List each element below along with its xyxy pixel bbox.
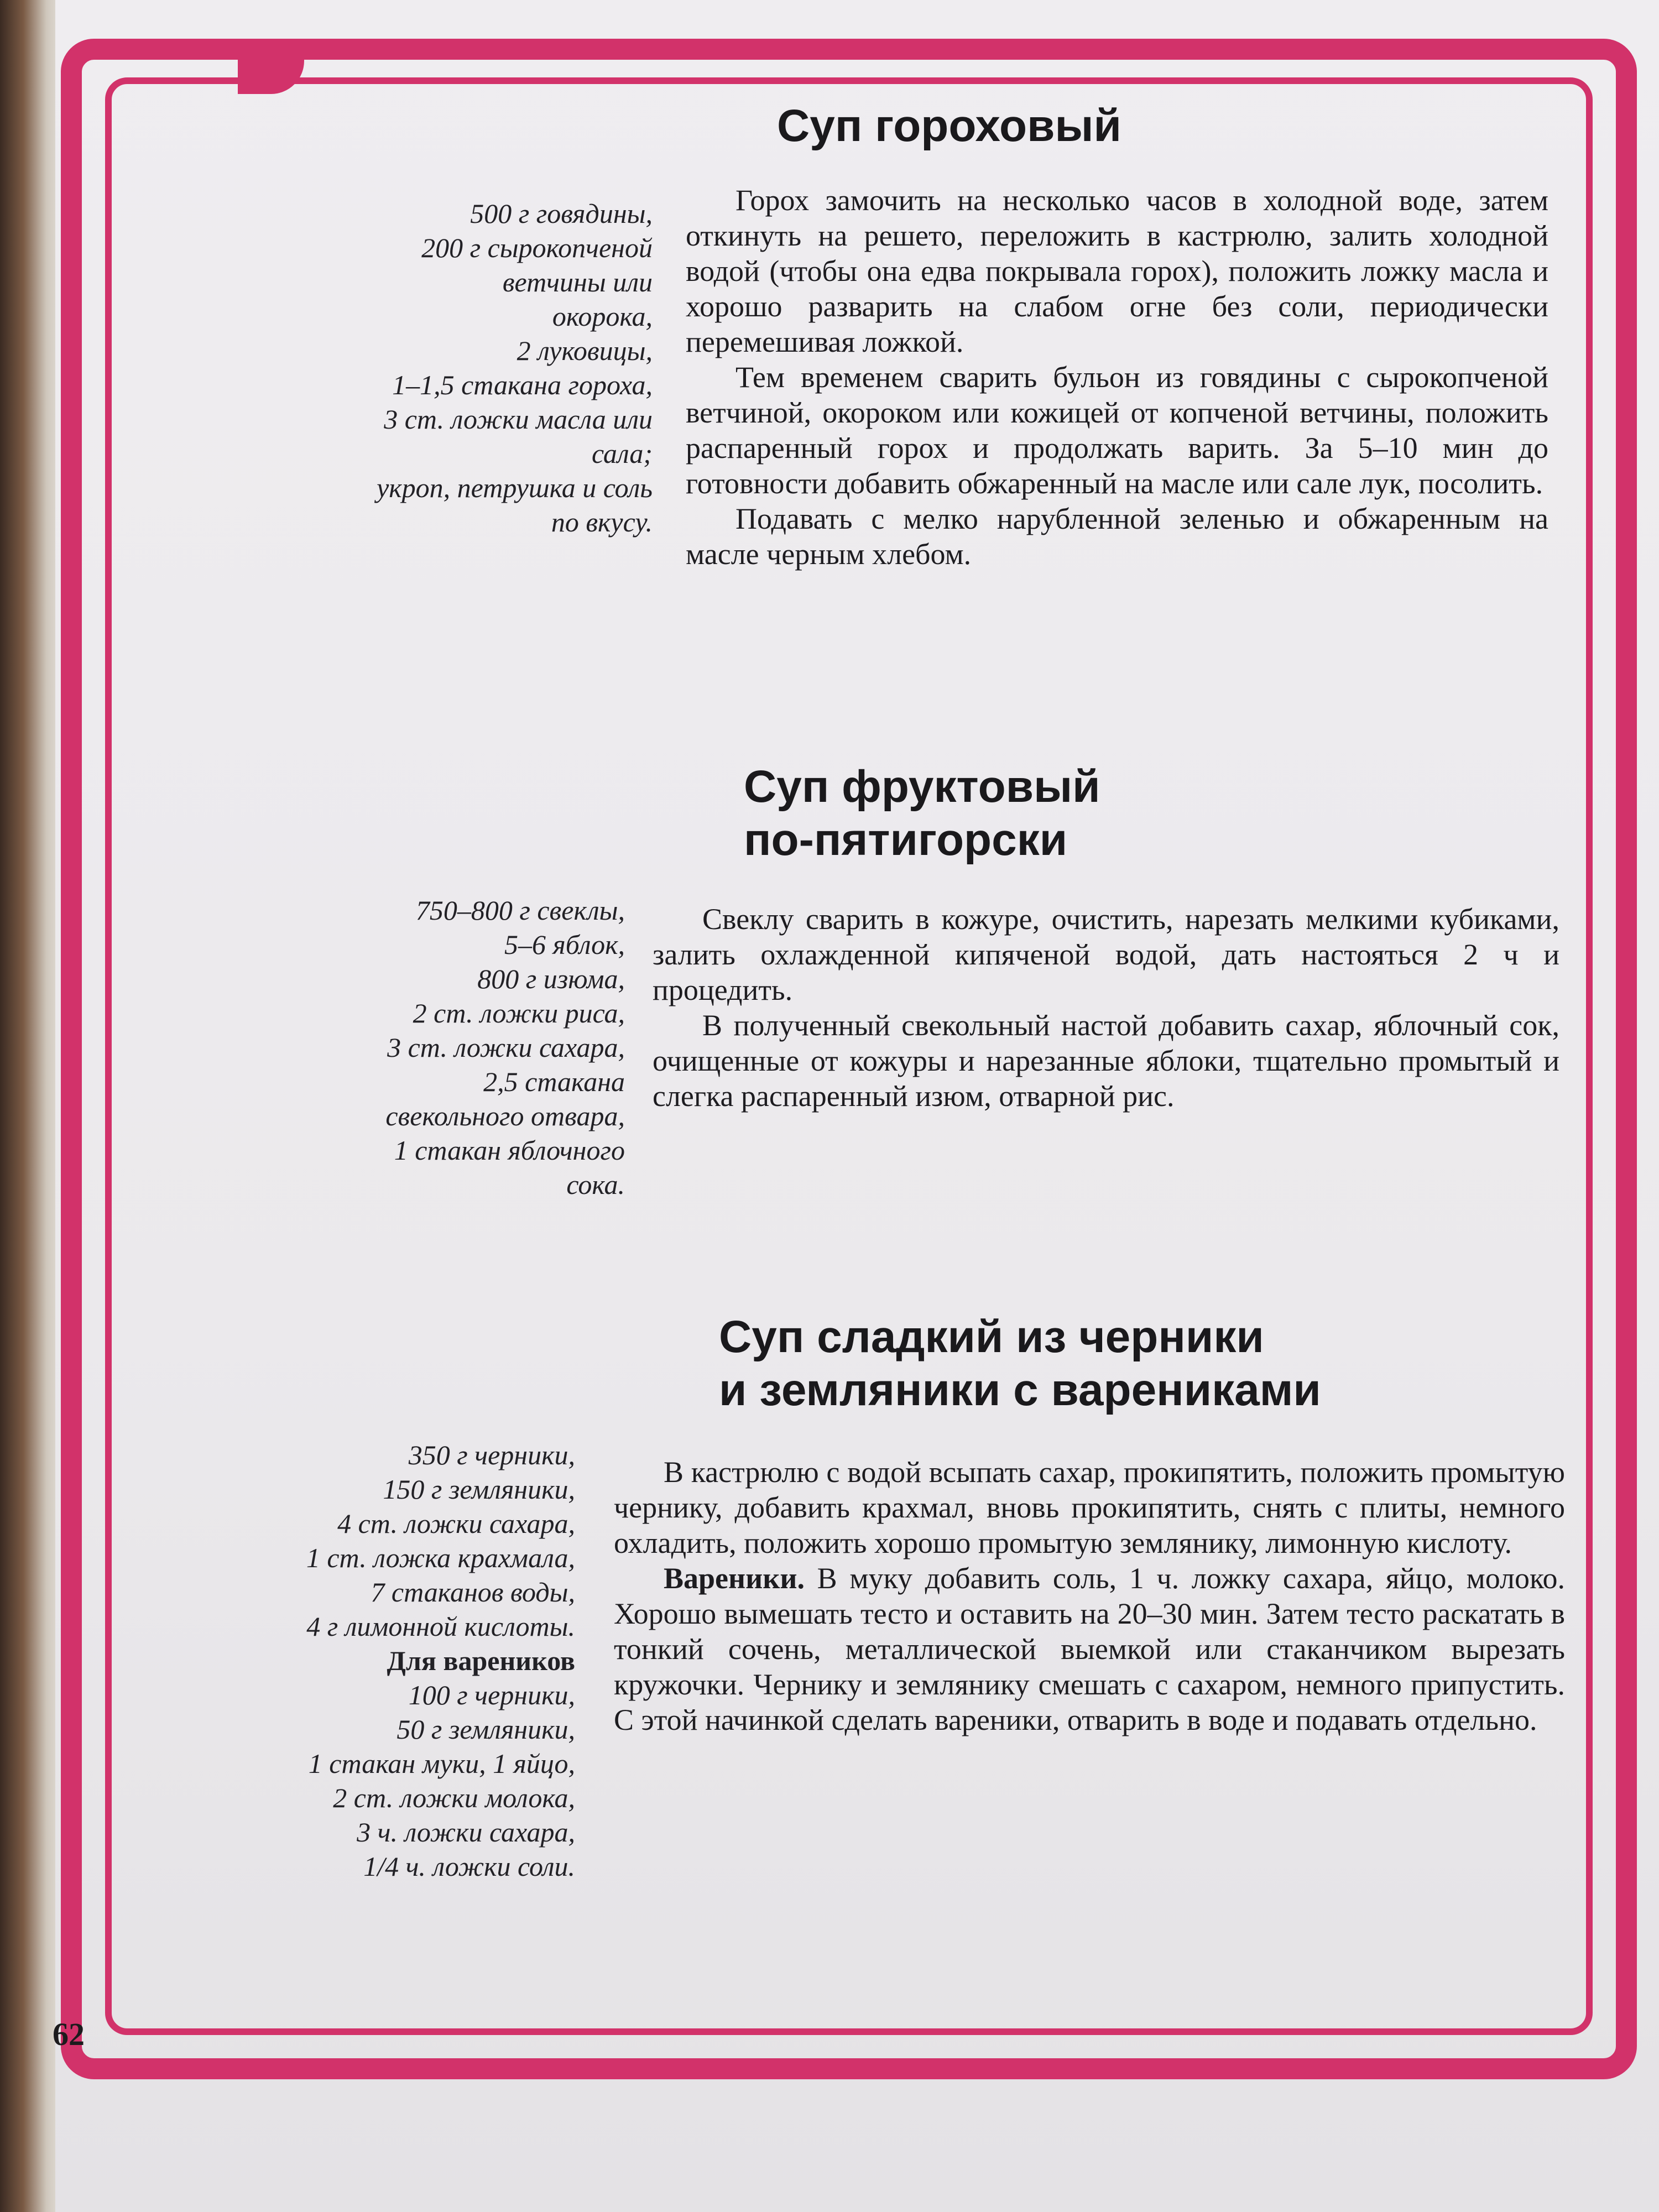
ingredient-line: 2 луковицы,	[517, 335, 653, 366]
ingredient-line: 7 стаканов воды,	[371, 1577, 575, 1608]
ingredient-line: 100 г черники,	[408, 1679, 575, 1710]
title-line: Суп гороховый	[777, 101, 1121, 151]
method-paragraph: Горох замочить на несколько часов в холодной воде, затем откинуть на решето, переложить в кастрюлю, залить холодной водой (чтобы она едва покрывала горох), положить ложку масла и хорошо разварить на слабом огне без соли, периодически перемешивая ложкой.	[686, 184, 1548, 358]
ingredient-line: свекольного отвара,	[385, 1100, 625, 1131]
ingredient-line: 200 г сырокопченой	[421, 232, 653, 263]
method-paragraph: Подавать с мелко нарубленной зеленью и обжаренным на масле черным хлебом.	[686, 502, 1548, 571]
ingredient-line: 350 г черники,	[408, 1439, 575, 1470]
ingredient-line: 4 г лимонной кислоты.	[306, 1611, 575, 1642]
recipe-title-berry-soup	[719, 1311, 1321, 1417]
ingredient-line: укроп, петрушка и соль	[377, 472, 653, 503]
ingredient-line: 1/4 ч. ложки соли.	[363, 1851, 575, 1882]
ingredient-line: 1 ст. ложка крахмала,	[306, 1542, 575, 1573]
method-paragraph: Тем временем сварить бульон из говядины с сырокопченой ветчиной, окороком или кожицей от копченой ветчины, положить распаренный горох и продолжать варить. За 5–10 мин до готовности добавить обжаренный на масле или сале лук, посолить.	[686, 361, 1548, 500]
method-paragraph: Свеклу сварить в кожуре, очистить, нарезать мелкими кубиками, залить охлажденной кипяченой водой, дать настояться 2 ч и процедить.	[653, 902, 1559, 1006]
title-line: и земляники с варениками	[719, 1365, 1321, 1415]
method-pea-soup	[686, 182, 1548, 572]
ingredient-line: 5–6 яблок,	[504, 929, 625, 960]
method-paragraph-vareniki	[614, 1561, 1565, 1738]
vareniki-lead: Вареники.	[664, 1562, 805, 1595]
ingredient-line: 750–800 г свеклы,	[415, 895, 625, 926]
page-number: 62	[53, 2016, 85, 2052]
ingredient-line: 3 ст. ложки сахара,	[387, 1032, 625, 1063]
recipe-title-fruit-soup	[744, 760, 1100, 867]
title-line: Суп сладкий из черники	[719, 1312, 1264, 1362]
recipe-title-pea-soup	[777, 100, 1121, 153]
vareniki-text: В муку добавить соль, 1 ч. ложку сахара, яйцо, молоко. Хорошо вымешать тесто и оставить на 20–30 мин. Затем тесто раскатать в тонкий сочень, металлической выемкой или стаканчиком вырезать кружочки. Чернику и землянику смешать с сахаром, немного припустить. С этой начинкой сделать вареники, отварить в воде и подавать отдельно.	[614, 1562, 1565, 1736]
ingredient-line: 500 г говядины,	[470, 198, 653, 229]
ingredient-line: 1–1,5 стакана гороха,	[392, 369, 653, 400]
ingredient-line: 1 стакан муки, 1 яйцо,	[308, 1748, 575, 1779]
ingredient-line: 800 г изюма,	[477, 963, 625, 994]
ingredient-line: 4 ст. ложки сахара,	[337, 1508, 575, 1539]
method-paragraph: В кастрюлю с водой всыпать сахар, прокипятить, положить промытую чернику, добавить крахмал, вновь прокипятить, снять с плиты, немного охладить, положить хорошо промытую землянику, лимонную кислоту.	[614, 1455, 1565, 1559]
ingredient-line: по вкусу.	[551, 507, 653, 538]
ingredient-line: 3 ч. ложки сахара,	[357, 1817, 575, 1848]
title-line: Суп фруктовый	[744, 761, 1100, 812]
ingredient-line: 2,5 стакана	[483, 1066, 625, 1097]
ingredient-line: сока.	[566, 1169, 625, 1200]
ingredients-berry-soup	[177, 1438, 575, 1884]
ingredient-line: 2 ст. ложки риса,	[413, 998, 625, 1029]
ingredient-line: 3 ст. ложки масла или	[384, 404, 653, 435]
method-fruit-soup	[653, 901, 1559, 1114]
ingredient-line: сала;	[592, 438, 653, 469]
ingredients-subheading: Для вареников	[387, 1645, 575, 1676]
ingredients-pea-soup	[265, 196, 653, 539]
title-line: по-пятигорски	[744, 815, 1068, 865]
ingredients-fruit-soup	[238, 893, 625, 1202]
ingredient-line: 50 г земляники,	[397, 1714, 575, 1745]
method-berry-soup	[614, 1454, 1565, 1738]
ingredient-line: окорока,	[552, 301, 653, 332]
method-paragraph: В полученный свекольный настой добавить сахар, яблочный сок, очищенные от кожуры и нарезанные яблоки, тщательно промытый и слегка распаренный изюм, отварной рис.	[653, 1009, 1559, 1113]
ingredient-line: 150 г земляники,	[383, 1474, 575, 1505]
ingredient-line: 2 ст. ложки молока,	[333, 1782, 575, 1813]
ingredient-line: ветчины или	[502, 267, 653, 298]
ingredient-line: 1 стакан яблочного	[394, 1135, 625, 1166]
